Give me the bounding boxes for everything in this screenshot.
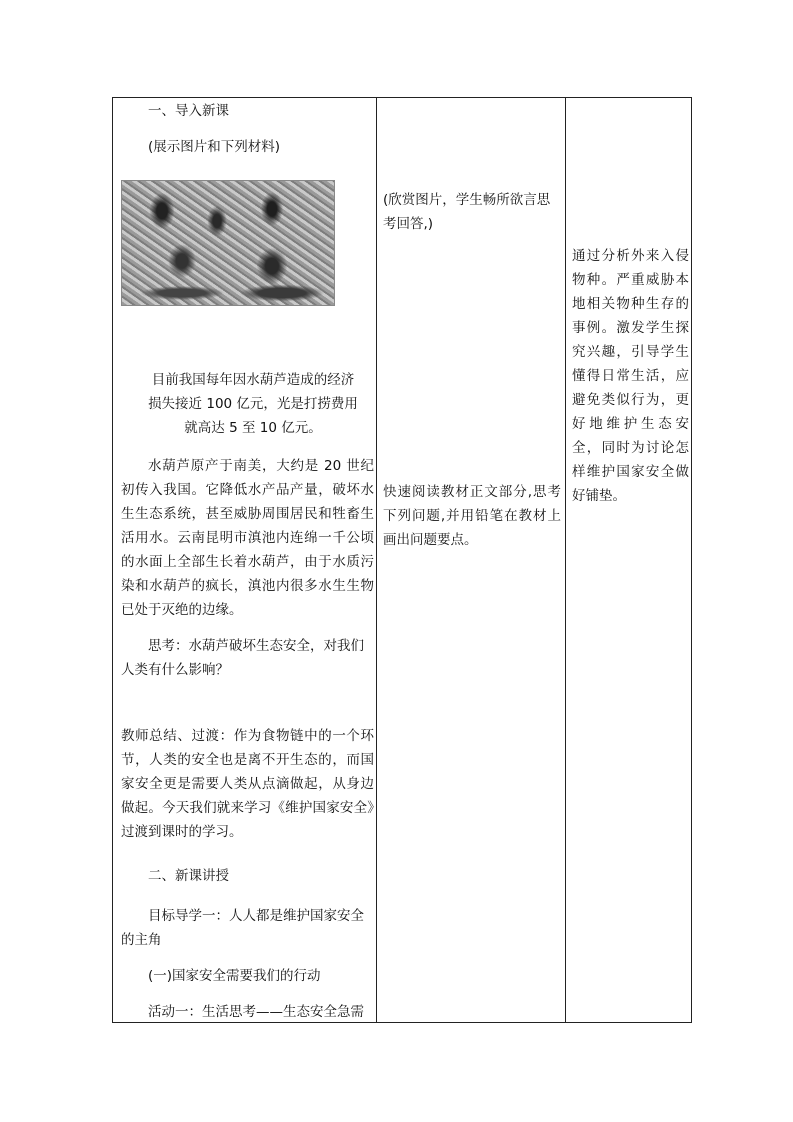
goal-text: 目标导学一：人人都是维护国家安全的主角: [121, 908, 364, 948]
intro-heading: 一、导入新课: [148, 103, 229, 119]
design-intent-column: [566, 98, 691, 1022]
purpose-text: 通过分析外来入侵物种。严重威胁本地相关物种生存的事例。激发学生探究兴趣，引导学生懂得日常生活，应避免类似行为，更好地维护生态安全，同时为讨论怎样维护国家安全做好铺垫。: [572, 248, 689, 504]
origin-paragraph: 水葫芦原产于南美，大约是 20 世纪初传入我国。它降低水产品产量，破坏水生生态系统，甚至威胁周围居民和牲畜生活用水。云南昆明市滇池内连绵一千公顷的水面上全部生长着水葫芦，由于水质污染和水葫芦的疯长，滇池内很多水生生物已处于灭绝的边缘。: [121, 458, 374, 618]
sub-heading: (一)国家安全需要我们的行动: [148, 968, 321, 984]
lesson-table: [112, 97, 692, 1023]
appreciate-text: (欣赏图片，学生畅所欲言思考回答,): [383, 192, 551, 232]
student-activity-column: [377, 98, 565, 1022]
water-hyacinth-photo: [121, 180, 335, 306]
teaching-process-column: [113, 98, 376, 1022]
think-question: 思考：水葫芦破坏生态安全，对我们人类有什么影响？: [121, 638, 364, 678]
teacher-summary: 教师总结、过渡：作为食物链中的一个环节，人类的安全也是离不开生态的，而国家安全更是需要人类从点滴做起，从身边做起。今天我们就来学习《维护国家安全》过渡到课时的学习。: [121, 728, 374, 840]
read-text: 快速阅读教材正文部分,思考下列问题,并用铅笔在教材上画出问题要点。: [383, 484, 561, 548]
activity-text: 活动一：生活思考——生态安全急需: [148, 1004, 364, 1020]
new-lesson-heading: 二、新课讲授: [148, 868, 229, 884]
economic-loss-text: 目前我国每年因水葫芦造成的经济损失接近 100 亿元，光是打捞费用就高达 5 至 10 亿元。: [148, 372, 358, 436]
show-materials-note: (展示图片和下列材料): [148, 139, 281, 155]
